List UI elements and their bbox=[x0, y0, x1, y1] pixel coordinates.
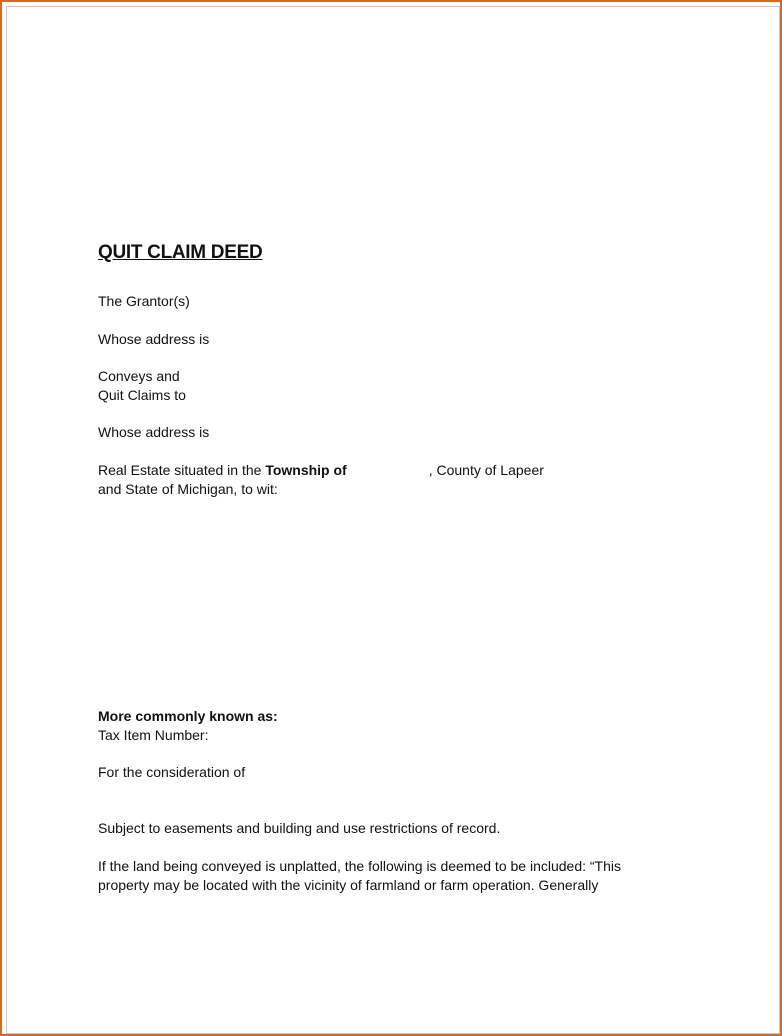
county-text: , County of Lapeer bbox=[428, 462, 544, 478]
grantor-label: The Grantor(s) bbox=[98, 293, 190, 309]
state-line: and State of Michigan, to wit: bbox=[98, 481, 278, 497]
grantee-address-label: Whose address is bbox=[98, 424, 210, 440]
conveys-line-2: Quit Claims to bbox=[98, 387, 186, 403]
document-title: QUIT CLAIM DEED bbox=[98, 242, 263, 263]
consideration-label: For the consideration of bbox=[98, 764, 246, 780]
subject-to-text: Subject to easements and building and use restrictions of record. bbox=[98, 820, 501, 836]
commonly-known-label: More commonly known as: bbox=[98, 708, 278, 724]
conveys-line-1: Conveys and bbox=[98, 368, 180, 384]
unplatted-line-1: If the land being conveyed is unplatted, the following is deemed to be included: “This bbox=[98, 858, 621, 874]
unplatted-line-2: property may be located with the vicinity of farmland or farm operation. Generally bbox=[98, 877, 599, 893]
real-estate-line bbox=[98, 461, 544, 479]
grantor-address-label: Whose address is bbox=[98, 331, 210, 347]
tax-item-label: Tax Item Number: bbox=[98, 727, 209, 743]
township-label: Township of bbox=[265, 462, 347, 478]
real-estate-prefix: Real Estate situated in the bbox=[98, 462, 262, 478]
